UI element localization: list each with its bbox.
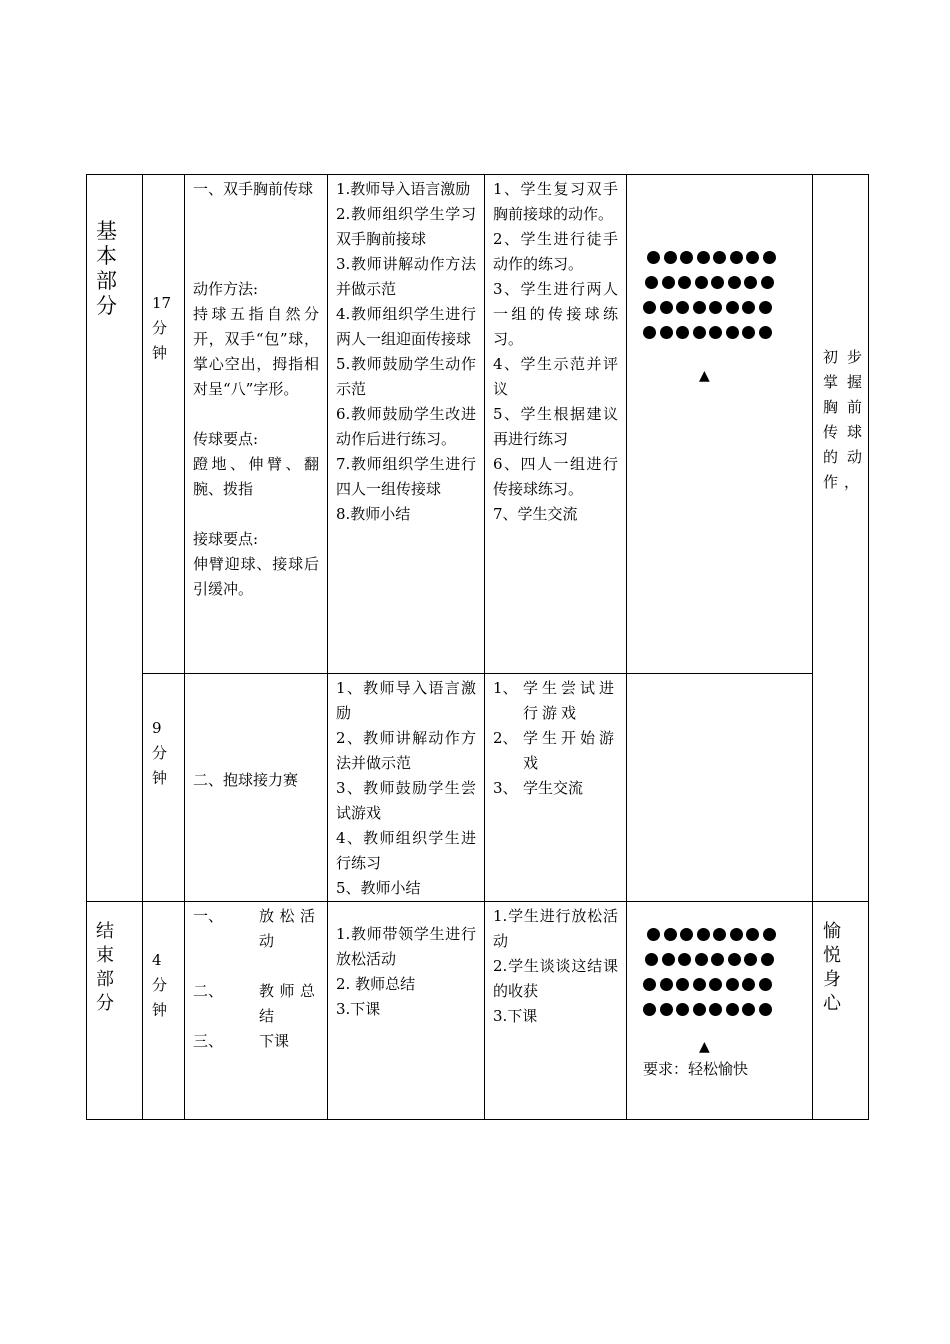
student-dot <box>711 953 724 966</box>
student-dot <box>643 326 656 339</box>
student-dot <box>647 928 660 941</box>
teacher-step: 6.教师鼓励学生改进动作后进行练习。 <box>336 405 476 448</box>
goal-main <box>813 175 869 902</box>
teacher-triangle-icon: ▲ <box>699 368 710 384</box>
student-dot <box>647 251 660 264</box>
student-dot <box>664 928 677 941</box>
student-dot <box>697 251 710 264</box>
catch-label: 接球要点: <box>193 530 259 548</box>
student-dot <box>744 953 757 966</box>
student-dot <box>678 953 691 966</box>
teacher-step: 4、教师组织学生进行练习 <box>336 829 476 872</box>
student-dot <box>664 251 677 264</box>
teacher-triangle-icon: ▲ <box>699 1039 710 1055</box>
time-end <box>143 902 185 1120</box>
student-dot <box>645 953 658 966</box>
teacher-main <box>328 175 485 674</box>
student-dot <box>763 928 776 941</box>
content-title: 一、双手胸前传球 <box>193 180 314 198</box>
student-dot <box>746 251 759 264</box>
student-dot <box>728 276 741 289</box>
student-dot <box>697 928 710 941</box>
student-dot <box>693 301 706 314</box>
student-dot <box>746 928 759 941</box>
method-text: 持球五指自然分开，双手“包”球，掌心空出，拇指相对呈“八”字形。 <box>193 305 319 398</box>
student-dot <box>759 978 772 991</box>
student-step: 学生开始游戏 <box>523 729 619 772</box>
time-end-label: 4分钟 <box>152 951 168 1019</box>
content-main <box>185 175 328 674</box>
student-dot <box>730 928 743 941</box>
student-step: 7、学生交流 <box>493 505 578 523</box>
teacher-step: 1.教师带领学生进行放松活动 <box>336 925 476 968</box>
student-dot <box>761 953 774 966</box>
pass-text: 蹬地、伸臂、翻腕、拨指 <box>193 455 319 498</box>
student-dot <box>759 326 772 339</box>
student-step: 3、学生进行两人一组的传接球练习。 <box>493 280 618 348</box>
student-dot <box>728 953 741 966</box>
teacher-step: 8.教师小结 <box>336 505 411 523</box>
student-dot <box>742 326 755 339</box>
formation-end <box>627 902 813 1120</box>
student-dot <box>713 251 726 264</box>
student-dot <box>662 953 675 966</box>
list-number: 3、 <box>493 779 518 797</box>
student-dot <box>643 1003 656 1016</box>
student-dot <box>726 1003 739 1016</box>
student-step: 5、学生根据建议再进行练习 <box>493 405 618 448</box>
student-step: 1.学生进行放松活动 <box>493 907 618 950</box>
time-main-label: 17分钟 <box>152 294 172 362</box>
student-dot <box>660 326 673 339</box>
student-dot <box>709 326 722 339</box>
student-dot <box>726 326 739 339</box>
student-dot <box>744 276 757 289</box>
student-dot <box>726 978 739 991</box>
goal-main-text: 初步掌握胸前传球的动作， <box>823 348 868 491</box>
student-dot <box>730 251 743 264</box>
student-dot <box>709 1003 722 1016</box>
section-main-label: 基本部分 <box>96 219 117 318</box>
student-dot <box>662 276 675 289</box>
student-game <box>485 674 627 902</box>
teacher-step: 5.教师鼓励学生动作示范 <box>336 355 476 398</box>
student-dot <box>645 276 658 289</box>
student-dot <box>742 978 755 991</box>
time-game <box>143 674 185 902</box>
student-step: 2、学生进行徒手动作的练习。 <box>493 230 618 273</box>
student-dot <box>676 301 689 314</box>
student-dot <box>676 978 689 991</box>
student-dot <box>693 326 706 339</box>
requirement-text: 要求：轻松愉快 <box>643 1060 749 1078</box>
end-item: 教师总结 <box>259 982 319 1025</box>
teacher-game <box>328 674 485 902</box>
teacher-step: 3.教师讲解动作方法并做示范 <box>336 255 476 298</box>
game-title: 二、抱球接力赛 <box>193 771 299 789</box>
student-dot <box>711 276 724 289</box>
student-step: 6、四人一组进行传接球练习。 <box>493 455 618 498</box>
end-item: 放松活动 <box>259 907 319 950</box>
student-dot <box>678 276 691 289</box>
student-end <box>485 902 627 1120</box>
student-main <box>485 175 627 674</box>
student-step: 3.下课 <box>493 1007 538 1025</box>
student-dot <box>759 1003 772 1016</box>
teacher-step: 3.下课 <box>336 1000 381 1018</box>
student-dot <box>660 1003 673 1016</box>
student-dot <box>680 251 693 264</box>
list-number: 一、 <box>193 907 224 925</box>
student-dot <box>742 301 755 314</box>
lesson-plan-table <box>86 174 869 1120</box>
student-dot <box>709 978 722 991</box>
section-main <box>87 175 143 902</box>
student-dot <box>726 301 739 314</box>
section-end <box>87 902 143 1120</box>
goal-end-text: 愉悦身心 <box>823 921 841 1014</box>
section-end-label: 结束部分 <box>96 921 114 1014</box>
time-main <box>143 175 185 674</box>
teacher-step: 7.教师组织学生进行四人一组传接球 <box>336 455 476 498</box>
student-dot <box>695 953 708 966</box>
student-step: 学生交流 <box>523 779 584 797</box>
student-dot <box>660 978 673 991</box>
goal-end <box>813 902 869 1120</box>
method-label: 动作方法: <box>193 280 259 298</box>
student-dot <box>695 276 708 289</box>
student-dot <box>709 301 722 314</box>
student-step: 2.学生谈谈这结课的收获 <box>493 957 618 1000</box>
student-dot <box>693 1003 706 1016</box>
teacher-step: 2.教师组织学生学习双手胸前接球 <box>336 205 476 248</box>
teacher-step: 5、教师小结 <box>336 879 421 897</box>
student-step: 1、学生复习双手胸前接球的动作。 <box>493 180 618 223</box>
content-game <box>185 674 328 902</box>
teacher-step: 1、教师导入语言激励 <box>336 679 476 722</box>
end-item: 下课 <box>259 1032 290 1050</box>
student-dot <box>660 301 673 314</box>
content-end <box>185 902 328 1120</box>
pass-label: 传球要点: <box>193 430 259 448</box>
formation-game <box>627 674 813 902</box>
student-dot <box>676 1003 689 1016</box>
student-dot <box>742 1003 755 1016</box>
student-dot <box>693 978 706 991</box>
list-number: 二、 <box>193 982 224 1000</box>
teacher-step: 2、教师讲解动作方法并做示范 <box>336 729 476 772</box>
teacher-step: 1.教师导入语言激励 <box>336 180 471 198</box>
teacher-end <box>328 902 485 1120</box>
student-step: 4、学生示范并评议 <box>493 355 618 398</box>
catch-text: 伸臂迎球、接球后引缓冲。 <box>193 555 319 598</box>
student-dot <box>643 301 656 314</box>
list-number: 三、 <box>193 1032 224 1050</box>
teacher-step: 2. 教师总结 <box>336 975 416 993</box>
list-number: 1、 <box>493 679 518 697</box>
teacher-step: 4.教师组织学生进行两人一组迎面传接球 <box>336 305 476 348</box>
student-dot <box>759 301 772 314</box>
student-dot <box>763 251 776 264</box>
student-dot <box>680 928 693 941</box>
formation-diagram-main <box>627 175 812 391</box>
formation-diagram-end <box>627 902 812 1080</box>
student-dot <box>643 978 656 991</box>
time-game-label: 9分钟 <box>152 719 168 787</box>
student-dot <box>761 276 774 289</box>
student-step: 学生尝试进行游戏 <box>523 679 619 722</box>
student-dot <box>676 326 689 339</box>
list-number: 2、 <box>493 729 518 747</box>
formation-main <box>627 175 813 674</box>
student-dot <box>713 928 726 941</box>
teacher-step: 3、教师鼓励学生尝试游戏 <box>336 779 476 822</box>
